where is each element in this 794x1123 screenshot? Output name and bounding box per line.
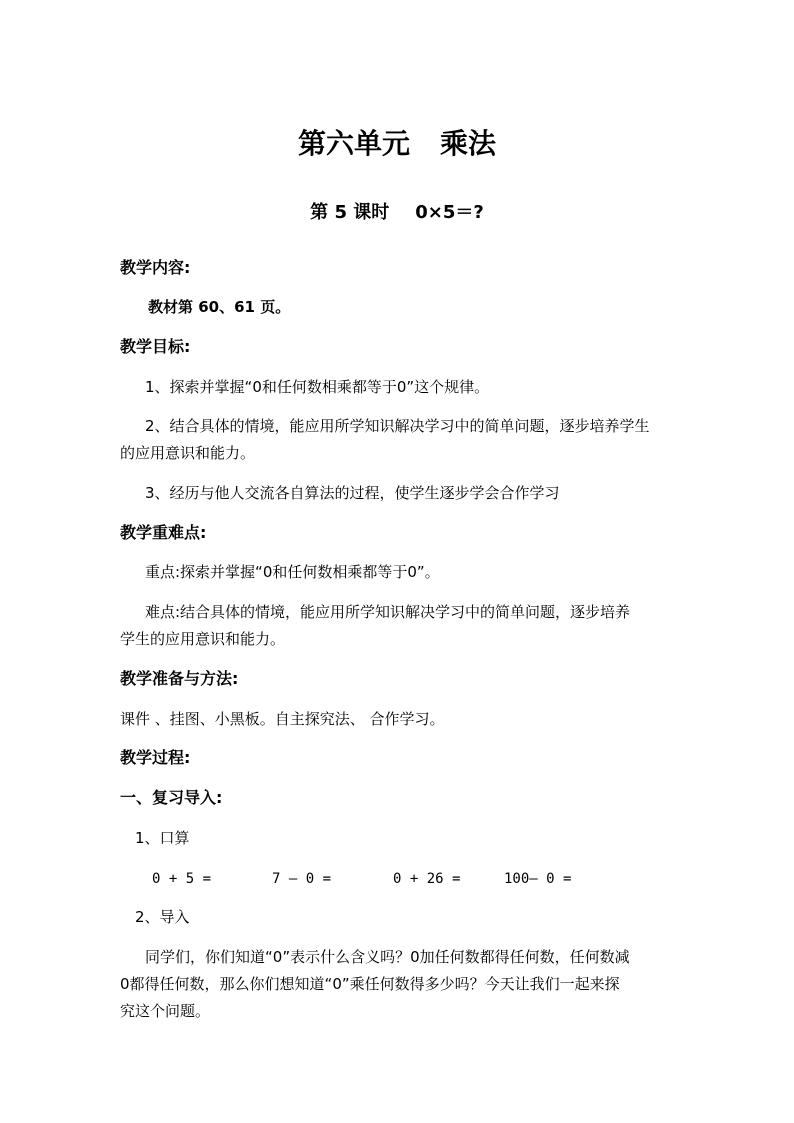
difficulty-line-1: 难点:结合具体的情境，能应用所学知识解决学习中的简单问题，逐步培养: [145, 603, 631, 621]
lesson-number: 第 5 课时: [310, 202, 390, 223]
intro-label: 2、导入: [135, 908, 190, 926]
unit-title: [0, 126, 794, 162]
goals-heading: 教学目标:: [120, 337, 191, 356]
calc-item-2: 7 — 0 =: [272, 871, 332, 887]
goal-2-line-2: 的应用意识和能力。: [120, 444, 256, 462]
oral-calc-label: 1、口算: [135, 829, 190, 847]
unit-name: 乘法: [440, 127, 497, 160]
lesson-subtitle: [0, 200, 794, 226]
intro-line-2: 0都得任何数，那么你们想知道“0”乘任何数得多少吗？今天让我们一起来探: [120, 975, 620, 993]
preparation-text: 课件 、挂图、小黑板。自主探究法、 合作学习。: [120, 710, 445, 728]
unit-number: 第六单元: [297, 127, 410, 160]
difficulty-line-2: 学生的应用意识和能力。: [120, 630, 286, 648]
content-text: 教材第 60、61 页。: [148, 298, 291, 316]
calc-item-4: 100— 0 =: [504, 871, 572, 887]
preparation-heading: 教学准备与方法:: [120, 669, 239, 688]
calc-item-1: 0 + 5 =: [152, 871, 212, 887]
review-heading: 一、复习导入:: [120, 788, 223, 807]
process-heading: 教学过程:: [120, 748, 191, 767]
calc-item-3: 0 + 26 =: [393, 871, 461, 887]
goal-2-line-1: 2、结合具体的情境，能应用所学知识解决学习中的简单问题，逐步培养学生: [145, 417, 650, 435]
content-heading: 教学内容:: [120, 258, 191, 277]
intro-line-1: 同学们，你们知道“0”表示什么含义吗？0加任何数都得任何数，任何数减: [145, 948, 630, 966]
key-point: 重点:探索并掌握“0和任何数相乘都等于0”。: [145, 563, 440, 581]
goal-1: 1、探索并掌握“0和任何数相乘都等于0”这个规律。: [145, 378, 490, 396]
intro-line-3: 究这个问题。: [120, 1002, 211, 1020]
goal-3: 3、经历与他人交流各自算法的过程，使学生逐步学会合作学习: [145, 484, 560, 502]
lesson-topic: 0×5＝?: [415, 202, 484, 223]
key-points-heading: 教学重难点:: [120, 523, 207, 542]
